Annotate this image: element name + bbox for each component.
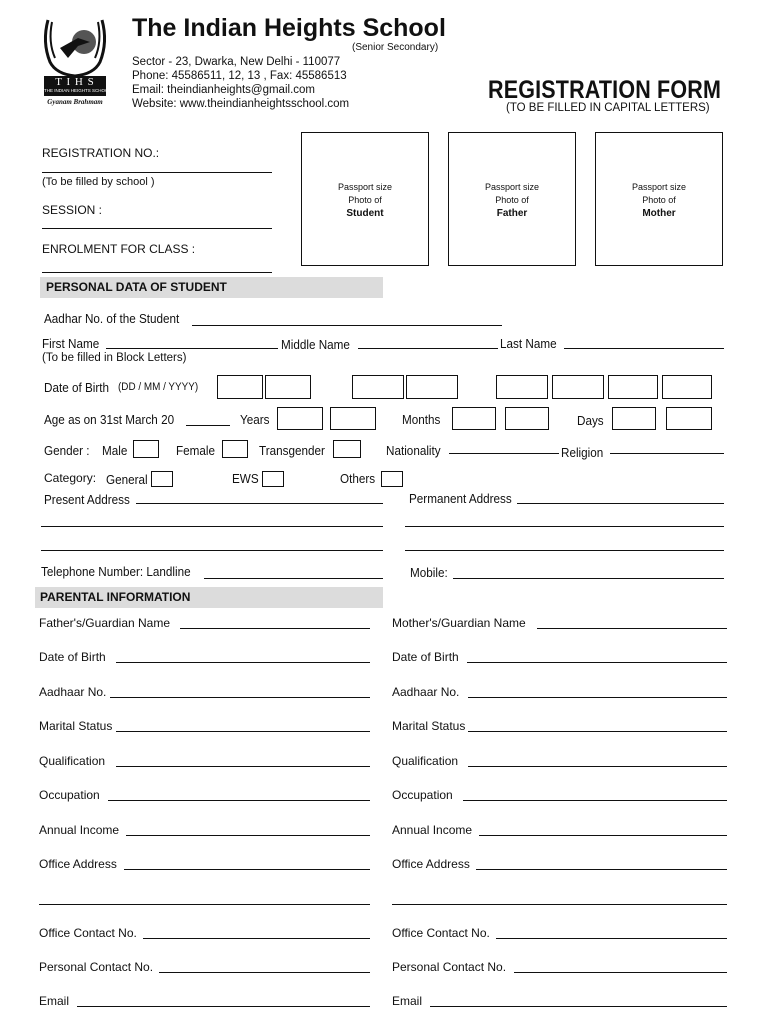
father-row-label: Qualification: [39, 754, 106, 768]
years-label: Years: [240, 412, 270, 427]
father-email-field[interactable]: [77, 1006, 370, 1007]
mother-personal-contact-field[interactable]: [514, 972, 727, 973]
dob-year-2[interactable]: [552, 375, 604, 399]
months-box-1[interactable]: [452, 407, 496, 430]
mother-row-field[interactable]: [476, 869, 727, 870]
gender-label: Gender :: [44, 443, 90, 458]
photo-line1: Passport size: [631, 182, 687, 192]
mother-row-field[interactable]: [468, 697, 727, 698]
mother-office-contact-field[interactable]: [496, 938, 727, 939]
school-logo: [38, 12, 112, 108]
mother-row-label: Office Address: [392, 857, 470, 871]
mother-name-field[interactable]: [537, 628, 727, 629]
filled-by-school-note: (To be filled by school ): [42, 176, 155, 188]
days-box-1[interactable]: [612, 407, 656, 430]
permanent-address-line-1[interactable]: [517, 503, 724, 504]
dob-year-1[interactable]: [496, 375, 548, 399]
others-checkbox[interactable]: [381, 471, 403, 487]
form-title: REGISTRATION FORM: [488, 76, 722, 104]
religion-label: Religion: [561, 445, 604, 460]
mother-row-label: Date of Birth: [392, 650, 459, 664]
months-label: Months: [402, 412, 441, 427]
ews-label: EWS: [232, 471, 259, 486]
mother-email-field[interactable]: [430, 1006, 727, 1007]
ews-checkbox[interactable]: [262, 471, 284, 487]
age-year-field[interactable]: [186, 425, 230, 426]
father-row-field[interactable]: [116, 662, 370, 663]
father-name-field[interactable]: [180, 628, 370, 629]
school-address: Sector - 23, Dwarka, New Delhi - 110077: [132, 56, 341, 68]
father-row-label: Annual Income: [39, 823, 120, 837]
present-address-line-1[interactable]: [136, 503, 383, 504]
dob-label: Date of Birth: [44, 380, 110, 395]
last-name-field[interactable]: [564, 348, 724, 349]
photo-who: Father: [496, 208, 528, 219]
dob-format: (DD / MM / YYYY): [118, 381, 199, 393]
father-row-label: Date of Birth: [39, 650, 106, 664]
photo-line2: Photo of: [642, 195, 676, 205]
permanent-address-line-3[interactable]: [405, 550, 724, 551]
transgender-checkbox[interactable]: [333, 440, 361, 458]
father-row-field[interactable]: [126, 835, 370, 836]
mother-row-field[interactable]: [479, 835, 727, 836]
middle-name-field[interactable]: [358, 348, 498, 349]
father-row-label: Occupation: [39, 788, 100, 802]
female-label: Female: [176, 443, 216, 458]
photo-line1: Passport size: [484, 182, 540, 192]
dob-month-2[interactable]: [406, 375, 458, 399]
father-name-label: Father's/Guardian Name: [39, 616, 171, 630]
telephone-field[interactable]: [204, 578, 383, 579]
mother-personal-contact-label: Personal Contact No.: [392, 960, 507, 974]
category-label: Category:: [44, 471, 97, 485]
mother-row-field[interactable]: [468, 731, 727, 732]
mobile-label: Mobile:: [410, 565, 448, 580]
present-address-line-2[interactable]: [41, 526, 383, 527]
father-personal-contact-label: Personal Contact No.: [39, 960, 154, 974]
logo-text: T I H S: [55, 76, 95, 88]
father-row-label: Aadhaar No.: [39, 685, 107, 699]
general-label: General: [106, 472, 148, 487]
mobile-field[interactable]: [453, 578, 724, 579]
form-subtitle: (TO BE FILLED IN CAPITAL LETTERS): [506, 102, 710, 114]
years-box-1[interactable]: [277, 407, 323, 430]
aadhar-field[interactable]: [192, 325, 502, 326]
age-label: Age as on 31st March 20: [44, 412, 175, 427]
male-label: Male: [102, 443, 128, 458]
general-checkbox[interactable]: [151, 471, 173, 487]
school-type: (Senior Secondary): [352, 42, 439, 53]
session-field[interactable]: [42, 228, 272, 229]
mother-office-address-line-2[interactable]: [392, 904, 727, 905]
father-personal-contact-field[interactable]: [159, 972, 370, 973]
father-row-label: Office Address: [39, 857, 117, 871]
personal-data-heading: PERSONAL DATA OF STUDENT: [40, 277, 383, 298]
logo-motto: Gyanam Brahmam: [47, 98, 103, 106]
dob-day-2[interactable]: [265, 375, 311, 399]
dob-month-1[interactable]: [352, 375, 404, 399]
session-label: SESSION :: [42, 203, 103, 217]
dob-day-1[interactable]: [217, 375, 263, 399]
mother-email-label: Email: [392, 994, 423, 1008]
photo-who: Mother: [642, 208, 676, 219]
father-row-field[interactable]: [116, 766, 370, 767]
registration-no-label: REGISTRATION NO.:: [42, 146, 160, 160]
father-row-field[interactable]: [124, 869, 370, 870]
photo-box-mother[interactable]: [595, 132, 723, 266]
father-row-field[interactable]: [108, 800, 370, 801]
mother-row-label: Marital Status: [392, 719, 466, 733]
school-website: Website: www.theindianheightsschool.com: [132, 98, 350, 110]
dob-year-3[interactable]: [608, 375, 658, 399]
mother-row-label: Aadhaar No.: [392, 685, 460, 699]
years-box-2[interactable]: [330, 407, 376, 430]
photo-line2: Photo of: [348, 195, 382, 205]
religion-field[interactable]: [610, 453, 724, 454]
mother-row-field[interactable]: [468, 766, 727, 767]
present-address-label: Present Address: [44, 492, 130, 507]
block-letters-note: (To be filled in Block Letters): [42, 352, 187, 364]
parental-info-heading: PARENTAL INFORMATION: [35, 587, 383, 608]
photo-box-student[interactable]: [301, 132, 429, 266]
school-phone: Phone: 45586511, 12, 13 , Fax: 45586513: [132, 70, 347, 82]
nationality-field[interactable]: [449, 453, 559, 454]
male-checkbox[interactable]: [133, 440, 159, 458]
last-name-label: Last Name: [500, 336, 557, 351]
mother-row-field[interactable]: [467, 662, 727, 663]
mother-name-label: Mother's/Guardian Name: [392, 616, 526, 630]
permanent-address-line-2[interactable]: [405, 526, 724, 527]
photo-line1: Passport size: [337, 182, 393, 192]
photo-who: Student: [346, 208, 384, 219]
months-box-2[interactable]: [505, 407, 549, 430]
father-office-contact-field[interactable]: [143, 938, 370, 939]
school-name: The Indian Heights School: [132, 14, 446, 42]
aadhar-label: Aadhar No. of the Student: [44, 311, 180, 326]
father-row-label: Marital Status: [39, 719, 113, 733]
first-name-field[interactable]: [106, 348, 278, 349]
father-row-field[interactable]: [116, 731, 370, 732]
telephone-label: Telephone Number: Landline: [41, 564, 191, 579]
mother-row-label: Occupation: [392, 788, 453, 802]
days-label: Days: [577, 413, 604, 428]
first-name-label: First Name: [42, 336, 100, 351]
enrolment-label: ENROLMENT FOR CLASS :: [42, 242, 196, 256]
father-email-label: Email: [39, 994, 70, 1008]
enrolment-field[interactable]: [42, 272, 272, 273]
father-office-address-line-2[interactable]: [39, 904, 370, 905]
mother-row-field[interactable]: [463, 800, 727, 801]
permanent-address-label: Permanent Address: [409, 491, 512, 506]
dob-year-4[interactable]: [662, 375, 712, 399]
middle-name-label: Middle Name: [281, 337, 350, 352]
logo-subtext: THE INDIAN HEIGHTS SCHOOL: [44, 88, 112, 93]
photo-box-father[interactable]: [448, 132, 576, 266]
present-address-line-3[interactable]: [41, 550, 383, 551]
female-checkbox[interactable]: [222, 440, 248, 458]
mother-row-label: Annual Income: [392, 823, 473, 837]
others-label: Others: [340, 471, 376, 486]
father-row-field[interactable]: [110, 697, 370, 698]
nationality-label: Nationality: [386, 443, 441, 458]
mother-row-label: Qualification: [392, 754, 459, 768]
father-office-contact-label: Office Contact No.: [39, 926, 137, 940]
photo-line2: Photo of: [495, 195, 529, 205]
transgender-label: Transgender: [259, 443, 325, 458]
days-box-2[interactable]: [666, 407, 712, 430]
registration-no-field[interactable]: [42, 172, 272, 173]
mother-office-contact-label: Office Contact No.: [392, 926, 490, 940]
school-email: Email: theindianheights@gmail.com: [132, 84, 315, 96]
